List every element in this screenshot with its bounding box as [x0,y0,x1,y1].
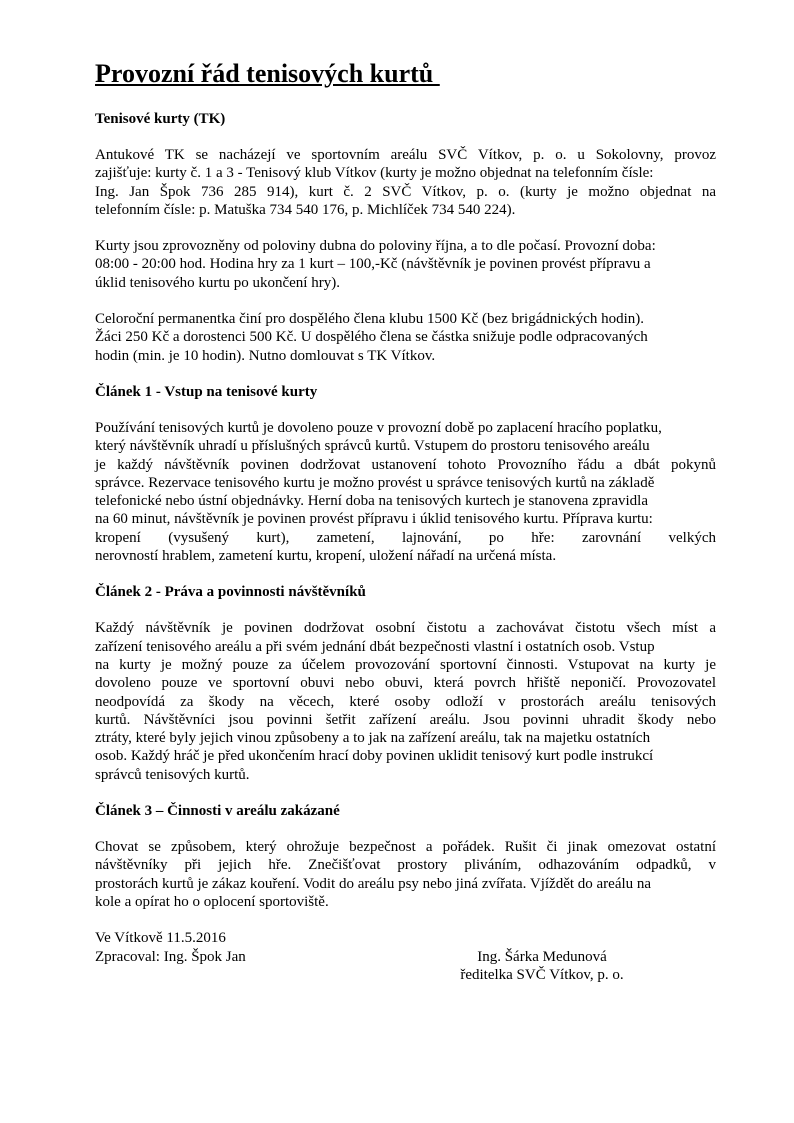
article-2-paragraph [95,619,716,784]
article-1-heading: Článek 1 - Vstup na tenisové kurty [95,383,318,400]
text-line: Celoroční permanentka činí pro dospělého člena klubu 1500 Kč (bez brigádnických hodin). [95,311,644,328]
text-line: prostorách kurtů je zákaz kouření. Vodit do areálu psy nebo jiná zvířata. Vjíždět do areálu na [95,875,652,892]
intro-heading: Tenisové kurty (TK) [95,111,226,127]
text-line: kole a opírat ho o oplocení sportoviště. [95,893,329,910]
text-line: Používání tenisových kurtů je dovoleno pouze v provozní době po zaplacení hracího poplatku, [95,419,662,436]
text-line: telefonním čísle: p. Matuška 734 540 176, p. Michlíček 734 540 224). [95,201,516,218]
text-line: neodpovídá za škody na věcech, které osoby odloží v prostorách areálu tenisových [95,693,716,710]
document-title: Provozní řád tenisových kurtů [95,59,440,88]
signer-name: Ing. Šárka Medunová [477,948,607,965]
text-line: Kurty jsou zprovozněny od poloviny dubna do poloviny října, a to dle počasí. Provozní doba: [95,238,656,255]
text-line: Žáci 250 Kč a dorostenci 500 Kč. U dospělého člena se částka snižuje podle odpracovaných [95,329,648,346]
place-date: Ve Vítkově 11.5.2016 [95,930,226,947]
text-line: návštěvníky při jejich hře. Znečišťovat prostory pliváním, odhazováním odpadků, v [95,857,716,874]
text-line: na kurty je možný pouze za účelem provozování sportovní činnosti. Vstupovat na kurty je [95,656,716,673]
article-3-paragraph [95,838,716,911]
text-line: zajišťuje: kurty č. 1 a 3 - Tenisový klub Vítkov (kurty je možno objednat na telefonním čísle: [95,165,654,182]
text-line: který návštěvník uhradí u příslušných správců kurtů. Vstupem do prostoru tenisového areálu [95,438,650,455]
intro-paragraph-3 [95,310,716,365]
text-line: 08:00 - 20:00 hod. Hodina hry za 1 kurt – 100,-Kč (návštěvník je povinen provést přípravu a [95,256,651,273]
text-line: kropení (vysušený kurt), zametení, lajnování, po hře: zarovnání velkých [95,529,716,546]
text-line: telefonické nebo ústní objednávky. Herní doba na tenisových kurtech je stanovena zpravidla [95,493,649,510]
article-1-paragraph [95,419,716,565]
intro-paragraph-1 [95,146,716,219]
text-line: je každý návštěvník povinen dodržovat ustanovení tohoto Provozního řádu a dbát pokynů [95,456,716,473]
text-line: Chovat se způsobem, který ohrožuje bezpečnost a pořádek. Rušit či jinak omezovat ostatní [95,839,716,856]
text-line: úklid tenisového kurtu po ukončení hry). [95,274,340,291]
prepared-by: Zpracoval: Ing. Špok Jan [95,948,246,965]
article-2-heading: Článek 2 - Práva a povinnosti návštěvníků [95,584,366,601]
text-line: hodin (min. je 10 hodin). Nutno domlouvat s TK Vítkov. [95,347,436,364]
signer-title: ředitelka SVČ Vítkov, p. o. [460,966,624,983]
text-line: Antukové TK se nacházejí ve sportovním areálu SVČ Vítkov, p. o. u Sokolovny, provoz [95,147,716,163]
text-line: kurtů. Návštěvníci jsou povinni šetřit zařízení areálu. Jsou povinni uhradit škody nebo [95,711,716,728]
text-line: správce. Rezervace tenisového kurtu je možno provést u správce tenisových kurtů na základě [95,474,655,491]
signature-block [95,929,716,983]
article-3-heading: Článek 3 – Činnosti v areálu zakázané [95,803,340,820]
text-line: na 60 minut, návštěvník je povinen provést přípravu i úklid tenisového kurtu. Příprava kurtu: [95,511,653,528]
text-line: zařízení tenisového areálu a při svém jednání dbát bezpečnosti vlastní i ostatních osob. Vstup [95,638,655,655]
text-line: správců tenisových kurtů. [95,766,250,783]
text-line: osob. Každý hráč je před ukončením hrací doby povinen uklidit tenisový kurt podle instrukcí [95,748,654,765]
text-line: ztráty, které byly jejich vinou způsobeny a to jak na zařízení areálu, tak na majetku ostatních [95,730,651,747]
text-line: Každý návštěvník je povinen dodržovat osobní čistotu a zachovávat čistotu všech míst a [95,620,716,637]
text-line: Ing. Jan Špok 736 285 914), kurt č. 2 SVČ Vítkov, p. o. (kurty je možno objednat na [95,183,716,200]
intro-paragraph-2 [95,237,716,292]
document-page [95,58,716,983]
text-line: nerovností hrablem, zametení kurtu, kropení, uložení nářadí na určená místa. [95,548,557,565]
text-line: dovoleno pouze ve sportovní obuvi nebo obuvi, která povrch hřiště neponičí. Provozovatel [95,675,716,692]
